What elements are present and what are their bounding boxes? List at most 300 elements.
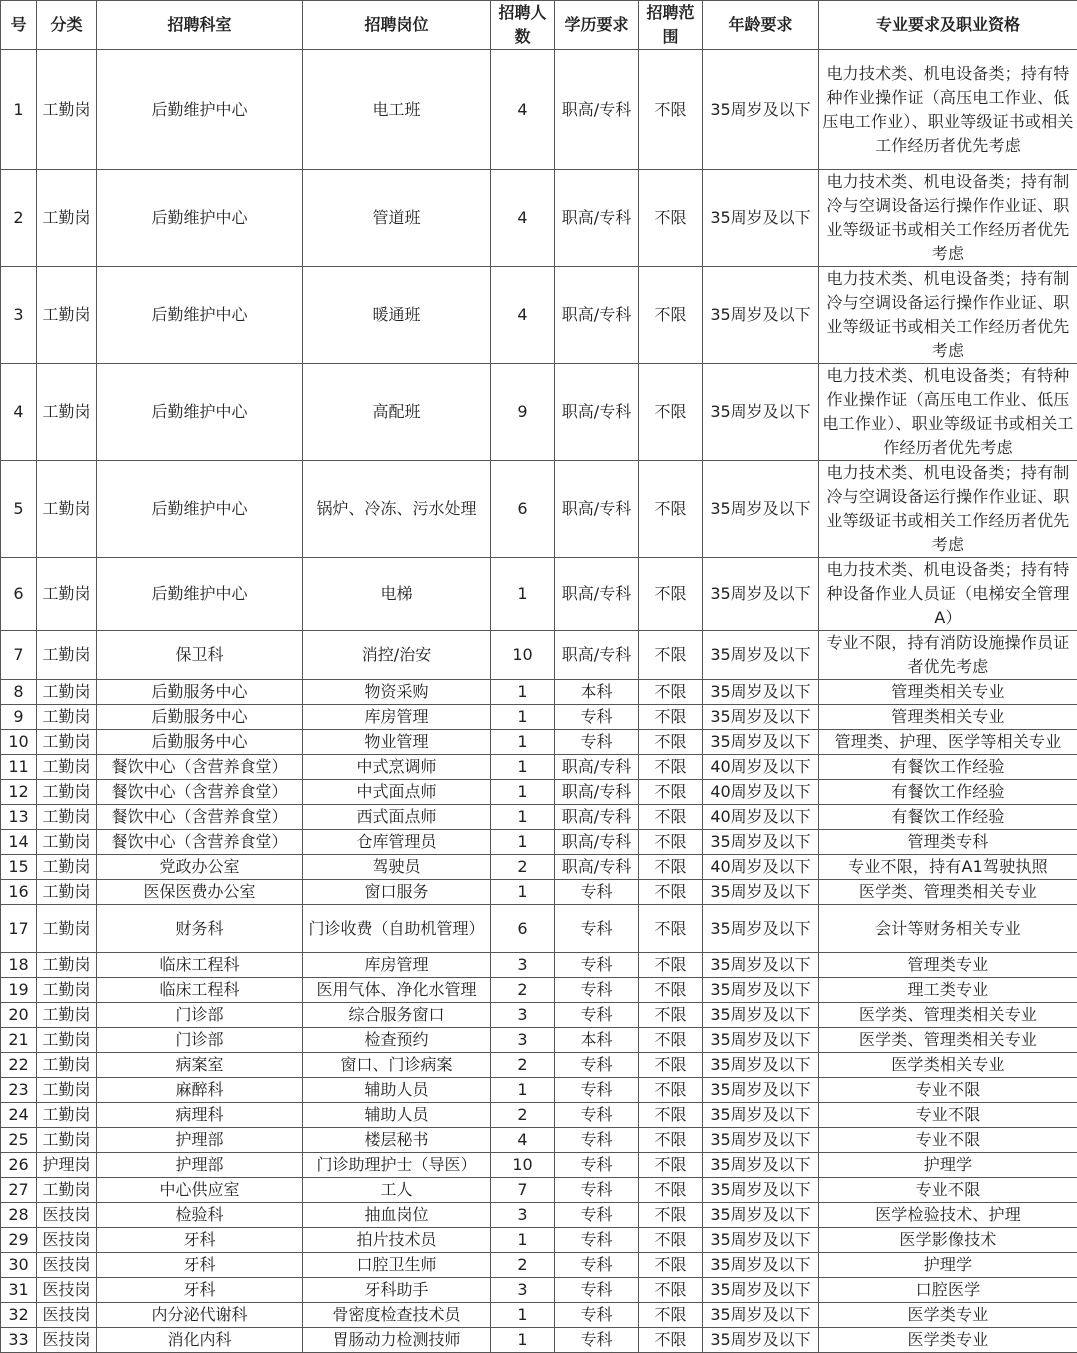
cell-age: 35周岁及以下 bbox=[703, 364, 819, 461]
cell-no: 9 bbox=[1, 705, 37, 730]
header-education: 学历要求 bbox=[555, 1, 639, 50]
cell-education: 职高/专科 bbox=[555, 755, 639, 780]
cell-category: 工勤岗 bbox=[37, 170, 97, 267]
cell-education: 专科 bbox=[555, 1053, 639, 1078]
cell-education: 专科 bbox=[555, 953, 639, 978]
header-scope: 招聘范围 bbox=[639, 1, 703, 50]
cell-position: 消控/治安 bbox=[303, 631, 491, 680]
cell-no: 3 bbox=[1, 267, 37, 364]
cell-dept: 餐饮中心（含营养食堂） bbox=[97, 755, 303, 780]
cell-education: 职高/专科 bbox=[555, 631, 639, 680]
cell-requirement: 医学类专业 bbox=[819, 1328, 1077, 1353]
cell-requirement: 有餐饮工作经验 bbox=[819, 805, 1077, 830]
cell-position: 仓库管理员 bbox=[303, 830, 491, 855]
cell-education: 专科 bbox=[555, 978, 639, 1003]
cell-category: 工勤岗 bbox=[37, 830, 97, 855]
table-row bbox=[1, 978, 1077, 1003]
cell-requirement: 电力技术类、机电设备类；持有制冷与空调设备运行操作作业证、职业等级证书或相关工作经历者优先考虑 bbox=[819, 170, 1077, 267]
cell-scope: 不限 bbox=[639, 1178, 703, 1203]
cell-scope: 不限 bbox=[639, 1053, 703, 1078]
cell-age: 35周岁及以下 bbox=[703, 1303, 819, 1328]
cell-dept: 党政办公室 bbox=[97, 855, 303, 880]
cell-age: 40周岁及以下 bbox=[703, 755, 819, 780]
table-row bbox=[1, 267, 1077, 364]
cell-dept: 后勤维护中心 bbox=[97, 558, 303, 631]
cell-category: 工勤岗 bbox=[37, 1003, 97, 1028]
cell-position: 门诊收费（自助机管理） bbox=[303, 905, 491, 953]
cell-no: 17 bbox=[1, 905, 37, 953]
cell-education: 专科 bbox=[555, 1003, 639, 1028]
cell-scope: 不限 bbox=[639, 755, 703, 780]
cell-position: 楼层秘书 bbox=[303, 1128, 491, 1153]
cell-scope: 不限 bbox=[639, 1003, 703, 1028]
cell-no: 12 bbox=[1, 780, 37, 805]
cell-category: 工勤岗 bbox=[37, 267, 97, 364]
cell-count: 2 bbox=[491, 1253, 555, 1278]
cell-count: 2 bbox=[491, 978, 555, 1003]
cell-category: 工勤岗 bbox=[37, 978, 97, 1003]
cell-no: 23 bbox=[1, 1078, 37, 1103]
cell-count: 1 bbox=[491, 1328, 555, 1353]
cell-category: 工勤岗 bbox=[37, 805, 97, 830]
cell-scope: 不限 bbox=[639, 1228, 703, 1253]
cell-category: 工勤岗 bbox=[37, 1178, 97, 1203]
cell-category: 工勤岗 bbox=[37, 905, 97, 953]
table-row bbox=[1, 1228, 1077, 1253]
table-row bbox=[1, 461, 1077, 558]
cell-category: 护理岗 bbox=[37, 1153, 97, 1178]
table-row bbox=[1, 1253, 1077, 1278]
cell-requirement: 专业不限 bbox=[819, 1178, 1077, 1203]
cell-count: 1 bbox=[491, 880, 555, 905]
cell-position: 西式面点师 bbox=[303, 805, 491, 830]
table-row bbox=[1, 780, 1077, 805]
cell-position: 辅助人员 bbox=[303, 1078, 491, 1103]
cell-dept: 麻醉科 bbox=[97, 1078, 303, 1103]
cell-scope: 不限 bbox=[639, 1028, 703, 1053]
cell-scope: 不限 bbox=[639, 1078, 703, 1103]
cell-age: 35周岁及以下 bbox=[703, 905, 819, 953]
header-count: 招聘人数 bbox=[491, 1, 555, 50]
cell-requirement: 口腔医学 bbox=[819, 1278, 1077, 1303]
cell-position: 拍片技术员 bbox=[303, 1228, 491, 1253]
cell-no: 31 bbox=[1, 1278, 37, 1303]
cell-scope: 不限 bbox=[639, 50, 703, 170]
cell-count: 1 bbox=[491, 705, 555, 730]
cell-no: 21 bbox=[1, 1028, 37, 1053]
cell-requirement: 管理类专业 bbox=[819, 953, 1077, 978]
cell-dept: 餐饮中心（含营养食堂） bbox=[97, 805, 303, 830]
cell-position: 锅炉、冷冻、污水处理 bbox=[303, 461, 491, 558]
cell-dept: 医保医费办公室 bbox=[97, 880, 303, 905]
table-row bbox=[1, 558, 1077, 631]
table-row bbox=[1, 631, 1077, 680]
cell-dept: 病理科 bbox=[97, 1103, 303, 1128]
cell-count: 1 bbox=[491, 755, 555, 780]
header-position: 招聘岗位 bbox=[303, 1, 491, 50]
cell-dept: 保卫科 bbox=[97, 631, 303, 680]
cell-count: 9 bbox=[491, 364, 555, 461]
cell-count: 1 bbox=[491, 730, 555, 755]
table-row bbox=[1, 905, 1077, 953]
cell-age: 35周岁及以下 bbox=[703, 730, 819, 755]
cell-age: 35周岁及以下 bbox=[703, 978, 819, 1003]
cell-scope: 不限 bbox=[639, 267, 703, 364]
cell-no: 22 bbox=[1, 1053, 37, 1078]
cell-requirement: 专业不限，持有消防设施操作员证者优先考虑 bbox=[819, 631, 1077, 680]
cell-requirement: 理工类专业 bbox=[819, 978, 1077, 1003]
cell-dept: 内分泌代谢科 bbox=[97, 1303, 303, 1328]
cell-count: 3 bbox=[491, 1203, 555, 1228]
cell-scope: 不限 bbox=[639, 1328, 703, 1353]
cell-dept: 餐饮中心（含营养食堂） bbox=[97, 830, 303, 855]
cell-age: 35周岁及以下 bbox=[703, 1328, 819, 1353]
cell-position: 工人 bbox=[303, 1178, 491, 1203]
cell-scope: 不限 bbox=[639, 1203, 703, 1228]
cell-no: 25 bbox=[1, 1128, 37, 1153]
cell-requirement: 医学影像技术 bbox=[819, 1228, 1077, 1253]
cell-requirement: 医学类相关专业 bbox=[819, 1053, 1077, 1078]
cell-requirement: 护理学 bbox=[819, 1153, 1077, 1178]
cell-dept: 后勤服务中心 bbox=[97, 730, 303, 755]
cell-dept: 餐饮中心（含营养食堂） bbox=[97, 780, 303, 805]
cell-age: 35周岁及以下 bbox=[703, 1228, 819, 1253]
cell-count: 4 bbox=[491, 267, 555, 364]
table-row bbox=[1, 880, 1077, 905]
cell-count: 1 bbox=[491, 558, 555, 631]
cell-category: 工勤岗 bbox=[37, 880, 97, 905]
cell-education: 专科 bbox=[555, 1303, 639, 1328]
cell-age: 35周岁及以下 bbox=[703, 267, 819, 364]
table-row bbox=[1, 705, 1077, 730]
cell-category: 工勤岗 bbox=[37, 1103, 97, 1128]
cell-position: 医用气体、净化水管理 bbox=[303, 978, 491, 1003]
table-row bbox=[1, 1303, 1077, 1328]
cell-age: 35周岁及以下 bbox=[703, 680, 819, 705]
cell-no: 10 bbox=[1, 730, 37, 755]
cell-age: 35周岁及以下 bbox=[703, 170, 819, 267]
cell-no: 26 bbox=[1, 1153, 37, 1178]
table-row bbox=[1, 953, 1077, 978]
cell-position: 口腔卫生师 bbox=[303, 1253, 491, 1278]
cell-requirement: 医学类专业 bbox=[819, 1303, 1077, 1328]
cell-education: 专科 bbox=[555, 1253, 639, 1278]
cell-no: 24 bbox=[1, 1103, 37, 1128]
cell-requirement: 医学检验技术、护理 bbox=[819, 1203, 1077, 1228]
cell-category: 工勤岗 bbox=[37, 1028, 97, 1053]
cell-count: 1 bbox=[491, 830, 555, 855]
cell-scope: 不限 bbox=[639, 705, 703, 730]
cell-position: 库房管理 bbox=[303, 953, 491, 978]
cell-scope: 不限 bbox=[639, 953, 703, 978]
table-row bbox=[1, 730, 1077, 755]
cell-requirement: 护理学 bbox=[819, 1253, 1077, 1278]
cell-position: 物资采购 bbox=[303, 680, 491, 705]
cell-education: 专科 bbox=[555, 1078, 639, 1103]
cell-requirement: 管理类专科 bbox=[819, 830, 1077, 855]
cell-scope: 不限 bbox=[639, 461, 703, 558]
cell-education: 专科 bbox=[555, 880, 639, 905]
cell-dept: 后勤维护中心 bbox=[97, 267, 303, 364]
cell-category: 工勤岗 bbox=[37, 558, 97, 631]
cell-scope: 不限 bbox=[639, 1278, 703, 1303]
cell-dept: 护理部 bbox=[97, 1128, 303, 1153]
cell-category: 工勤岗 bbox=[37, 780, 97, 805]
cell-scope: 不限 bbox=[639, 805, 703, 830]
cell-position: 管道班 bbox=[303, 170, 491, 267]
cell-category: 工勤岗 bbox=[37, 461, 97, 558]
cell-no: 1 bbox=[1, 50, 37, 170]
table-row bbox=[1, 855, 1077, 880]
cell-education: 专科 bbox=[555, 1178, 639, 1203]
cell-dept: 牙科 bbox=[97, 1228, 303, 1253]
cell-scope: 不限 bbox=[639, 631, 703, 680]
cell-age: 40周岁及以下 bbox=[703, 805, 819, 830]
cell-no: 8 bbox=[1, 680, 37, 705]
cell-dept: 门诊部 bbox=[97, 1003, 303, 1028]
cell-count: 1 bbox=[491, 805, 555, 830]
cell-age: 35周岁及以下 bbox=[703, 705, 819, 730]
cell-education: 职高/专科 bbox=[555, 805, 639, 830]
cell-dept: 护理部 bbox=[97, 1153, 303, 1178]
header-row bbox=[1, 1, 1077, 50]
cell-count: 6 bbox=[491, 905, 555, 953]
cell-requirement: 有餐饮工作经验 bbox=[819, 780, 1077, 805]
cell-dept: 牙科 bbox=[97, 1278, 303, 1303]
table-row bbox=[1, 1053, 1077, 1078]
cell-position: 中式面点师 bbox=[303, 780, 491, 805]
cell-category: 工勤岗 bbox=[37, 364, 97, 461]
cell-age: 35周岁及以下 bbox=[703, 50, 819, 170]
cell-age: 35周岁及以下 bbox=[703, 880, 819, 905]
cell-requirement: 管理类、护理、医学等相关专业 bbox=[819, 730, 1077, 755]
cell-scope: 不限 bbox=[639, 830, 703, 855]
cell-category: 工勤岗 bbox=[37, 855, 97, 880]
cell-requirement: 电力技术类、机电设备类；持有特种设备作业人员证（电梯安全管理A） bbox=[819, 558, 1077, 631]
cell-count: 3 bbox=[491, 953, 555, 978]
cell-education: 专科 bbox=[555, 1128, 639, 1153]
cell-category: 工勤岗 bbox=[37, 1053, 97, 1078]
cell-scope: 不限 bbox=[639, 905, 703, 953]
cell-no: 5 bbox=[1, 461, 37, 558]
cell-age: 35周岁及以下 bbox=[703, 1128, 819, 1153]
cell-position: 窗口服务 bbox=[303, 880, 491, 905]
cell-count: 3 bbox=[491, 1278, 555, 1303]
table-row bbox=[1, 755, 1077, 780]
cell-dept: 临床工程科 bbox=[97, 978, 303, 1003]
cell-no: 13 bbox=[1, 805, 37, 830]
cell-scope: 不限 bbox=[639, 364, 703, 461]
cell-category: 工勤岗 bbox=[37, 1128, 97, 1153]
cell-count: 3 bbox=[491, 1003, 555, 1028]
cell-count: 4 bbox=[491, 1128, 555, 1153]
cell-count: 2 bbox=[491, 1103, 555, 1128]
cell-category: 医技岗 bbox=[37, 1253, 97, 1278]
cell-requirement: 管理类相关专业 bbox=[819, 705, 1077, 730]
table-row bbox=[1, 830, 1077, 855]
cell-position: 综合服务窗口 bbox=[303, 1003, 491, 1028]
cell-dept: 牙科 bbox=[97, 1253, 303, 1278]
header-category: 分类 bbox=[37, 1, 97, 50]
table-row bbox=[1, 170, 1077, 267]
cell-scope: 不限 bbox=[639, 978, 703, 1003]
cell-education: 职高/专科 bbox=[555, 558, 639, 631]
cell-requirement: 医学类、管理类相关专业 bbox=[819, 1003, 1077, 1028]
cell-category: 医技岗 bbox=[37, 1203, 97, 1228]
header-no: 号 bbox=[1, 1, 37, 50]
cell-position: 电工班 bbox=[303, 50, 491, 170]
cell-age: 35周岁及以下 bbox=[703, 1153, 819, 1178]
cell-no: 15 bbox=[1, 855, 37, 880]
cell-age: 35周岁及以下 bbox=[703, 1278, 819, 1303]
cell-age: 35周岁及以下 bbox=[703, 1178, 819, 1203]
cell-position: 物业管理 bbox=[303, 730, 491, 755]
cell-no: 2 bbox=[1, 170, 37, 267]
cell-no: 18 bbox=[1, 953, 37, 978]
cell-count: 1 bbox=[491, 1303, 555, 1328]
cell-age: 35周岁及以下 bbox=[703, 1053, 819, 1078]
table-row bbox=[1, 50, 1077, 170]
cell-education: 本科 bbox=[555, 1028, 639, 1053]
table-row bbox=[1, 1078, 1077, 1103]
cell-education: 职高/专科 bbox=[555, 267, 639, 364]
cell-dept: 财务科 bbox=[97, 905, 303, 953]
cell-scope: 不限 bbox=[639, 1153, 703, 1178]
cell-category: 工勤岗 bbox=[37, 953, 97, 978]
cell-count: 1 bbox=[491, 1078, 555, 1103]
table-row bbox=[1, 364, 1077, 461]
cell-requirement: 专业不限 bbox=[819, 1128, 1077, 1153]
cell-count: 2 bbox=[491, 855, 555, 880]
table-row bbox=[1, 1178, 1077, 1203]
cell-category: 工勤岗 bbox=[37, 1078, 97, 1103]
cell-no: 20 bbox=[1, 1003, 37, 1028]
cell-count: 4 bbox=[491, 170, 555, 267]
cell-position: 暖通班 bbox=[303, 267, 491, 364]
cell-requirement: 医学类、管理类相关专业 bbox=[819, 1028, 1077, 1053]
header-age: 年龄要求 bbox=[703, 1, 819, 50]
header-requirement: 专业要求及职业资格 bbox=[819, 1, 1077, 50]
cell-scope: 不限 bbox=[639, 1128, 703, 1153]
cell-requirement: 电力技术类、机电设备类；持有制冷与空调设备运行操作作业证、职业等级证书或相关工作经历者优先考虑 bbox=[819, 267, 1077, 364]
cell-no: 11 bbox=[1, 755, 37, 780]
table-row bbox=[1, 680, 1077, 705]
cell-count: 4 bbox=[491, 50, 555, 170]
cell-no: 7 bbox=[1, 631, 37, 680]
cell-education: 专科 bbox=[555, 1103, 639, 1128]
cell-dept: 门诊部 bbox=[97, 1028, 303, 1053]
table-row bbox=[1, 1203, 1077, 1228]
table-row bbox=[1, 1028, 1077, 1053]
cell-age: 35周岁及以下 bbox=[703, 953, 819, 978]
cell-category: 医技岗 bbox=[37, 1228, 97, 1253]
cell-position: 辅助人员 bbox=[303, 1103, 491, 1128]
cell-position: 窗口、门诊病案 bbox=[303, 1053, 491, 1078]
cell-category: 医技岗 bbox=[37, 1303, 97, 1328]
cell-count: 10 bbox=[491, 631, 555, 680]
cell-scope: 不限 bbox=[639, 558, 703, 631]
cell-requirement: 医学类、管理类相关专业 bbox=[819, 880, 1077, 905]
cell-position: 高配班 bbox=[303, 364, 491, 461]
cell-no: 33 bbox=[1, 1328, 37, 1353]
cell-dept: 临床工程科 bbox=[97, 953, 303, 978]
cell-age: 40周岁及以下 bbox=[703, 855, 819, 880]
cell-category: 工勤岗 bbox=[37, 755, 97, 780]
cell-category: 医技岗 bbox=[37, 1328, 97, 1353]
cell-count: 7 bbox=[491, 1178, 555, 1203]
cell-age: 35周岁及以下 bbox=[703, 461, 819, 558]
cell-count: 2 bbox=[491, 1053, 555, 1078]
cell-dept: 后勤服务中心 bbox=[97, 705, 303, 730]
table-row bbox=[1, 1328, 1077, 1353]
cell-education: 职高/专科 bbox=[555, 364, 639, 461]
cell-education: 专科 bbox=[555, 730, 639, 755]
cell-scope: 不限 bbox=[639, 1253, 703, 1278]
table-row bbox=[1, 1128, 1077, 1153]
cell-age: 35周岁及以下 bbox=[703, 1028, 819, 1053]
cell-dept: 检验科 bbox=[97, 1203, 303, 1228]
cell-no: 30 bbox=[1, 1253, 37, 1278]
cell-education: 职高/专科 bbox=[555, 461, 639, 558]
cell-requirement: 专业不限 bbox=[819, 1103, 1077, 1128]
cell-category: 工勤岗 bbox=[37, 730, 97, 755]
cell-requirement: 管理类相关专业 bbox=[819, 680, 1077, 705]
cell-position: 门诊助理护士（导医） bbox=[303, 1153, 491, 1178]
cell-dept: 后勤维护中心 bbox=[97, 170, 303, 267]
cell-position: 检查预约 bbox=[303, 1028, 491, 1053]
cell-scope: 不限 bbox=[639, 680, 703, 705]
header-dept: 招聘科室 bbox=[97, 1, 303, 50]
cell-education: 职高/专科 bbox=[555, 855, 639, 880]
cell-dept: 后勤维护中心 bbox=[97, 364, 303, 461]
cell-scope: 不限 bbox=[639, 730, 703, 755]
cell-scope: 不限 bbox=[639, 170, 703, 267]
cell-category: 工勤岗 bbox=[37, 50, 97, 170]
cell-requirement: 电力技术类、机电设备类；持有特种作业操作证（高压电工作业、低压电工作业）、职业等级证书或相关工作经历者优先考虑 bbox=[819, 50, 1077, 170]
cell-education: 职高/专科 bbox=[555, 780, 639, 805]
cell-position: 牙科助手 bbox=[303, 1278, 491, 1303]
cell-scope: 不限 bbox=[639, 855, 703, 880]
cell-age: 35周岁及以下 bbox=[703, 1203, 819, 1228]
cell-position: 电梯 bbox=[303, 558, 491, 631]
cell-no: 4 bbox=[1, 364, 37, 461]
cell-education: 本科 bbox=[555, 680, 639, 705]
cell-position: 胃肠动力检测技师 bbox=[303, 1328, 491, 1353]
cell-scope: 不限 bbox=[639, 1103, 703, 1128]
cell-dept: 后勤维护中心 bbox=[97, 50, 303, 170]
cell-education: 专科 bbox=[555, 1228, 639, 1253]
cell-age: 35周岁及以下 bbox=[703, 1078, 819, 1103]
cell-age: 35周岁及以下 bbox=[703, 631, 819, 680]
cell-requirement: 电力技术类、机电设备类；持有制冷与空调设备运行操作作业证、职业等级证书或相关工作经历者优先考虑 bbox=[819, 461, 1077, 558]
cell-no: 14 bbox=[1, 830, 37, 855]
cell-age: 35周岁及以下 bbox=[703, 1103, 819, 1128]
cell-requirement: 电力技术类、机电设备类；有特种作业操作证（高压电工作业、低压电工作业）、职业等级证书或相关工作经历者优先考虑 bbox=[819, 364, 1077, 461]
cell-education: 职高/专科 bbox=[555, 170, 639, 267]
cell-position: 抽血岗位 bbox=[303, 1203, 491, 1228]
cell-category: 工勤岗 bbox=[37, 631, 97, 680]
cell-scope: 不限 bbox=[639, 880, 703, 905]
cell-dept: 后勤服务中心 bbox=[97, 680, 303, 705]
cell-education: 职高/专科 bbox=[555, 50, 639, 170]
cell-no: 19 bbox=[1, 978, 37, 1003]
cell-scope: 不限 bbox=[639, 780, 703, 805]
cell-no: 28 bbox=[1, 1203, 37, 1228]
cell-education: 专科 bbox=[555, 1328, 639, 1353]
cell-position: 驾驶员 bbox=[303, 855, 491, 880]
cell-requirement: 专业不限 bbox=[819, 1078, 1077, 1103]
cell-dept: 后勤维护中心 bbox=[97, 461, 303, 558]
